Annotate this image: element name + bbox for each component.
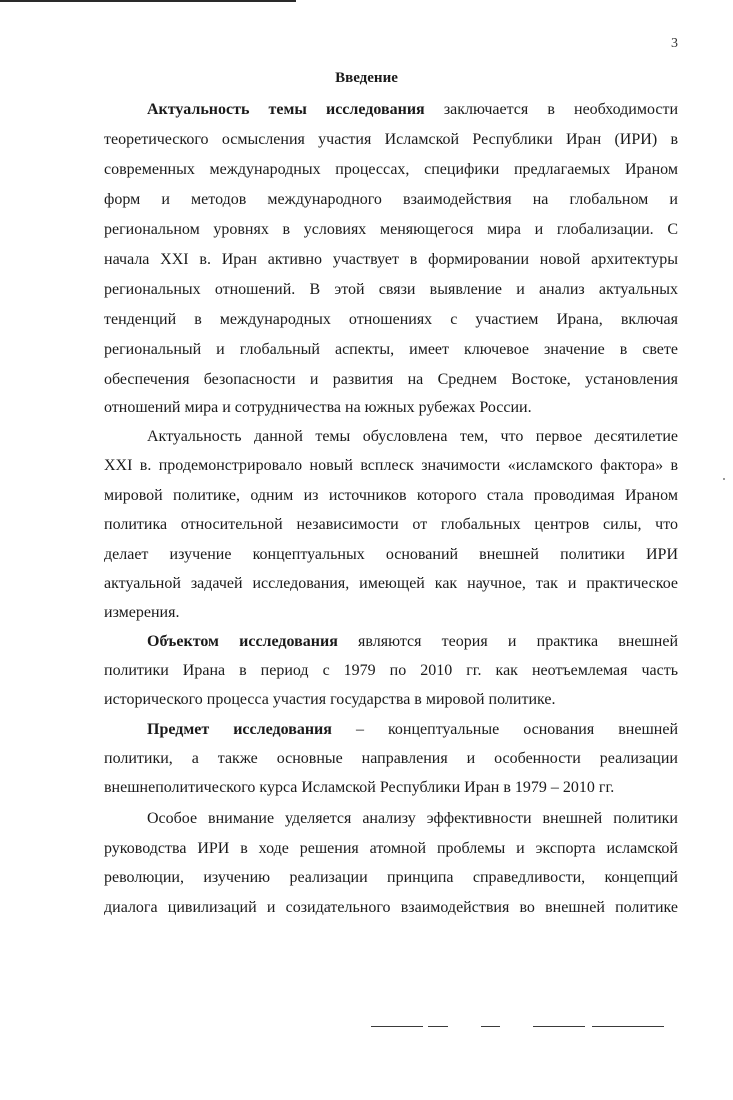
bold-lead-relevance: Актуальность темы исследования (147, 101, 425, 118)
paragraph-1-line-3: современных международных процессах, специфики предлагаемых Ираном (104, 161, 678, 178)
paragraph-3-line-2: политики Ирана в период с 1979 по 2010 гг. как неотъемлемая часть (104, 662, 678, 679)
scan-speck (723, 478, 725, 480)
paragraph-4-line-1: Предмет исследования – концептуальные основания внешней (147, 721, 678, 738)
paragraph-1-line-2: теоретического осмысления участия Исламской Республики Иран (ИРИ) в (104, 131, 678, 148)
paragraph-1-line-9: региональный и глобальный аспекты, имеет ключевое значение в свете (104, 341, 678, 358)
bold-lead-subject: Предмет исследования (147, 721, 332, 738)
paragraph-2-line-6: актуальной задачей исследования, имеющей как научное, так и практическое (104, 575, 678, 592)
paragraph-2-line-1: Актуальность данной темы обусловлена тем, что первое десятилетие (147, 428, 678, 445)
scan-bottom-rule-3 (481, 1026, 500, 1027)
paragraph-5-line-1: Особое внимание уделяется анализу эффективности внешней политики (147, 810, 678, 827)
paragraph-4-line-2: политики, а также основные направления и особенности реализации (104, 750, 678, 767)
paragraph-1-line-7: региональных отношений. В этой связи выявление и анализ актуальных (104, 281, 678, 298)
section-heading: Введение (335, 70, 398, 86)
paragraph-2-line-3: мировой политике, одним из источников которого стала проводимая Ираном (104, 487, 678, 504)
paragraph-2-line-5: делает изучение концептуальных оснований внешней политики ИРИ (104, 546, 678, 563)
paragraph-2-line-4: политика относительной независимости от глобальных центров силы, что (104, 516, 678, 533)
bold-lead-object: Объектом исследования (147, 633, 338, 650)
scan-bottom-rule-5 (592, 1026, 664, 1027)
paragraph-1-line-1: Актуальность темы исследования заключается в необходимости (147, 101, 679, 118)
paragraph-1-line-11: отношений мира и сотрудничества на южных рубежах России. (104, 399, 532, 416)
paragraph-2-line-7: измерения. (104, 604, 180, 621)
scan-bottom-rule-2 (428, 1026, 448, 1027)
scan-bottom-rule-4 (533, 1026, 585, 1027)
paragraph-3-line-3: исторического процесса участия государства в мировой политике. (104, 691, 556, 708)
paragraph-4-line-3: внешнеполитического курса Исламской Республики Иран в 1979 – 2010 гг. (104, 779, 615, 796)
paragraph-1-line-8: тенденций в международных отношениях с участием Ирана, включая (104, 311, 678, 328)
paragraph-1-line-4: форм и методов международного взаимодействия на глобальном и (104, 191, 678, 208)
paragraph-1-line-6: начала XXI в. Иран активно участвует в формировании новой архитектуры (104, 251, 678, 268)
paragraph-1-line-10: обеспечения безопасности и развития на Среднем Востоке, установления (104, 371, 678, 388)
scan-bottom-rule-1 (371, 1026, 423, 1027)
paragraph-1-line-5: региональном уровнях в условиях меняющегося мира и глобализации. С (104, 221, 678, 238)
page-number: 3 (671, 36, 678, 51)
scan-top-rule (0, 0, 296, 2)
paragraph-2-line-2: XXI в. продемонстрировало новый всплеск значимости «исламского фактора» в (104, 457, 678, 474)
paragraph-5-line-4: диалога цивилизаций и созидательного взаимодействия во внешней политике (104, 899, 678, 916)
paragraph-3-line-1: Объектом исследования являются теория и практика внешней (147, 633, 679, 650)
paragraph-5-line-3: революции, изучению реализации принципа справедливости, концепций (104, 869, 678, 886)
paragraph-5-line-2: руководства ИРИ в ходе решения атомной проблемы и экспорта исламской (104, 840, 678, 857)
